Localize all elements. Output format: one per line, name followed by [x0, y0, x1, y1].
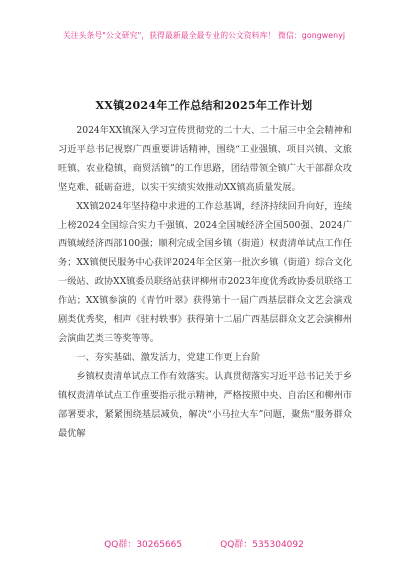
body-paragraph: 乡镇权责清单试点工作有效落实。认真贯彻落实习近平总书记关于乡镇权责清单试点工作重要指示批示精神，严格按照中央、自治区和柳州市部署要求，紧紧围绕基层减负，解决“小马拉大车”问题，聚焦“服务群众最优解 [58, 370, 353, 439]
section-heading: 一、夯实基础、激发活力，党建工作更上台阶 [76, 351, 261, 363]
footer-qq-group-1: QQ群：30265665 [104, 540, 183, 550]
document-body [58, 122, 352, 443]
footer-qq-group-2: QQ群：535304092 [220, 540, 304, 550]
document-title: XX镇2024年工作总结和2025年工作计划 [95, 99, 313, 112]
body-paragraph: 2024年XX镇深入学习宣传贯彻党的二十大、二十届三中全会精神和习近平总书记视察广西重要讲话精神，围绕“工业强镇、项目兴镇、文旅旺镇、农业稳镇，商贸活镇”的工作思路，团结带领全镇广大干部群众攻坚克难、砥砺奋进，以实干实绩实效推动XX镇高质量发展。 [58, 125, 352, 193]
body-paragraph: XX镇2024年坚持稳中求进的工作总基调，经济持续回升向好，连续上榜2024全国综合实力千强镇、2024全国城经济全国500强、2024广西镇域经济西部100强；顺利完成全国乡镇（街道）权责清单试点工作任务；XX镇便民服务中心获评2024年全区第一批次乡镇（街道）综合文化一级站、政协XX镇委员联络站获评柳州市2023年度优秀政协委员联络工作站；XX镇参演的《青竹叶翠》获得第十一届广西基层群众文艺会演戏剧类优秀奖，相声《驻村轶事》获得第十二届广西基层群众文艺会演柳州会演曲艺类三等奖等等。 [58, 200, 352, 344]
header-banner: 关注头条号"公文研究"，获得最新最全最专业的公文资料库！ 微信：gongwenyj [62, 31, 346, 40]
footer-contact [0, 537, 408, 550]
